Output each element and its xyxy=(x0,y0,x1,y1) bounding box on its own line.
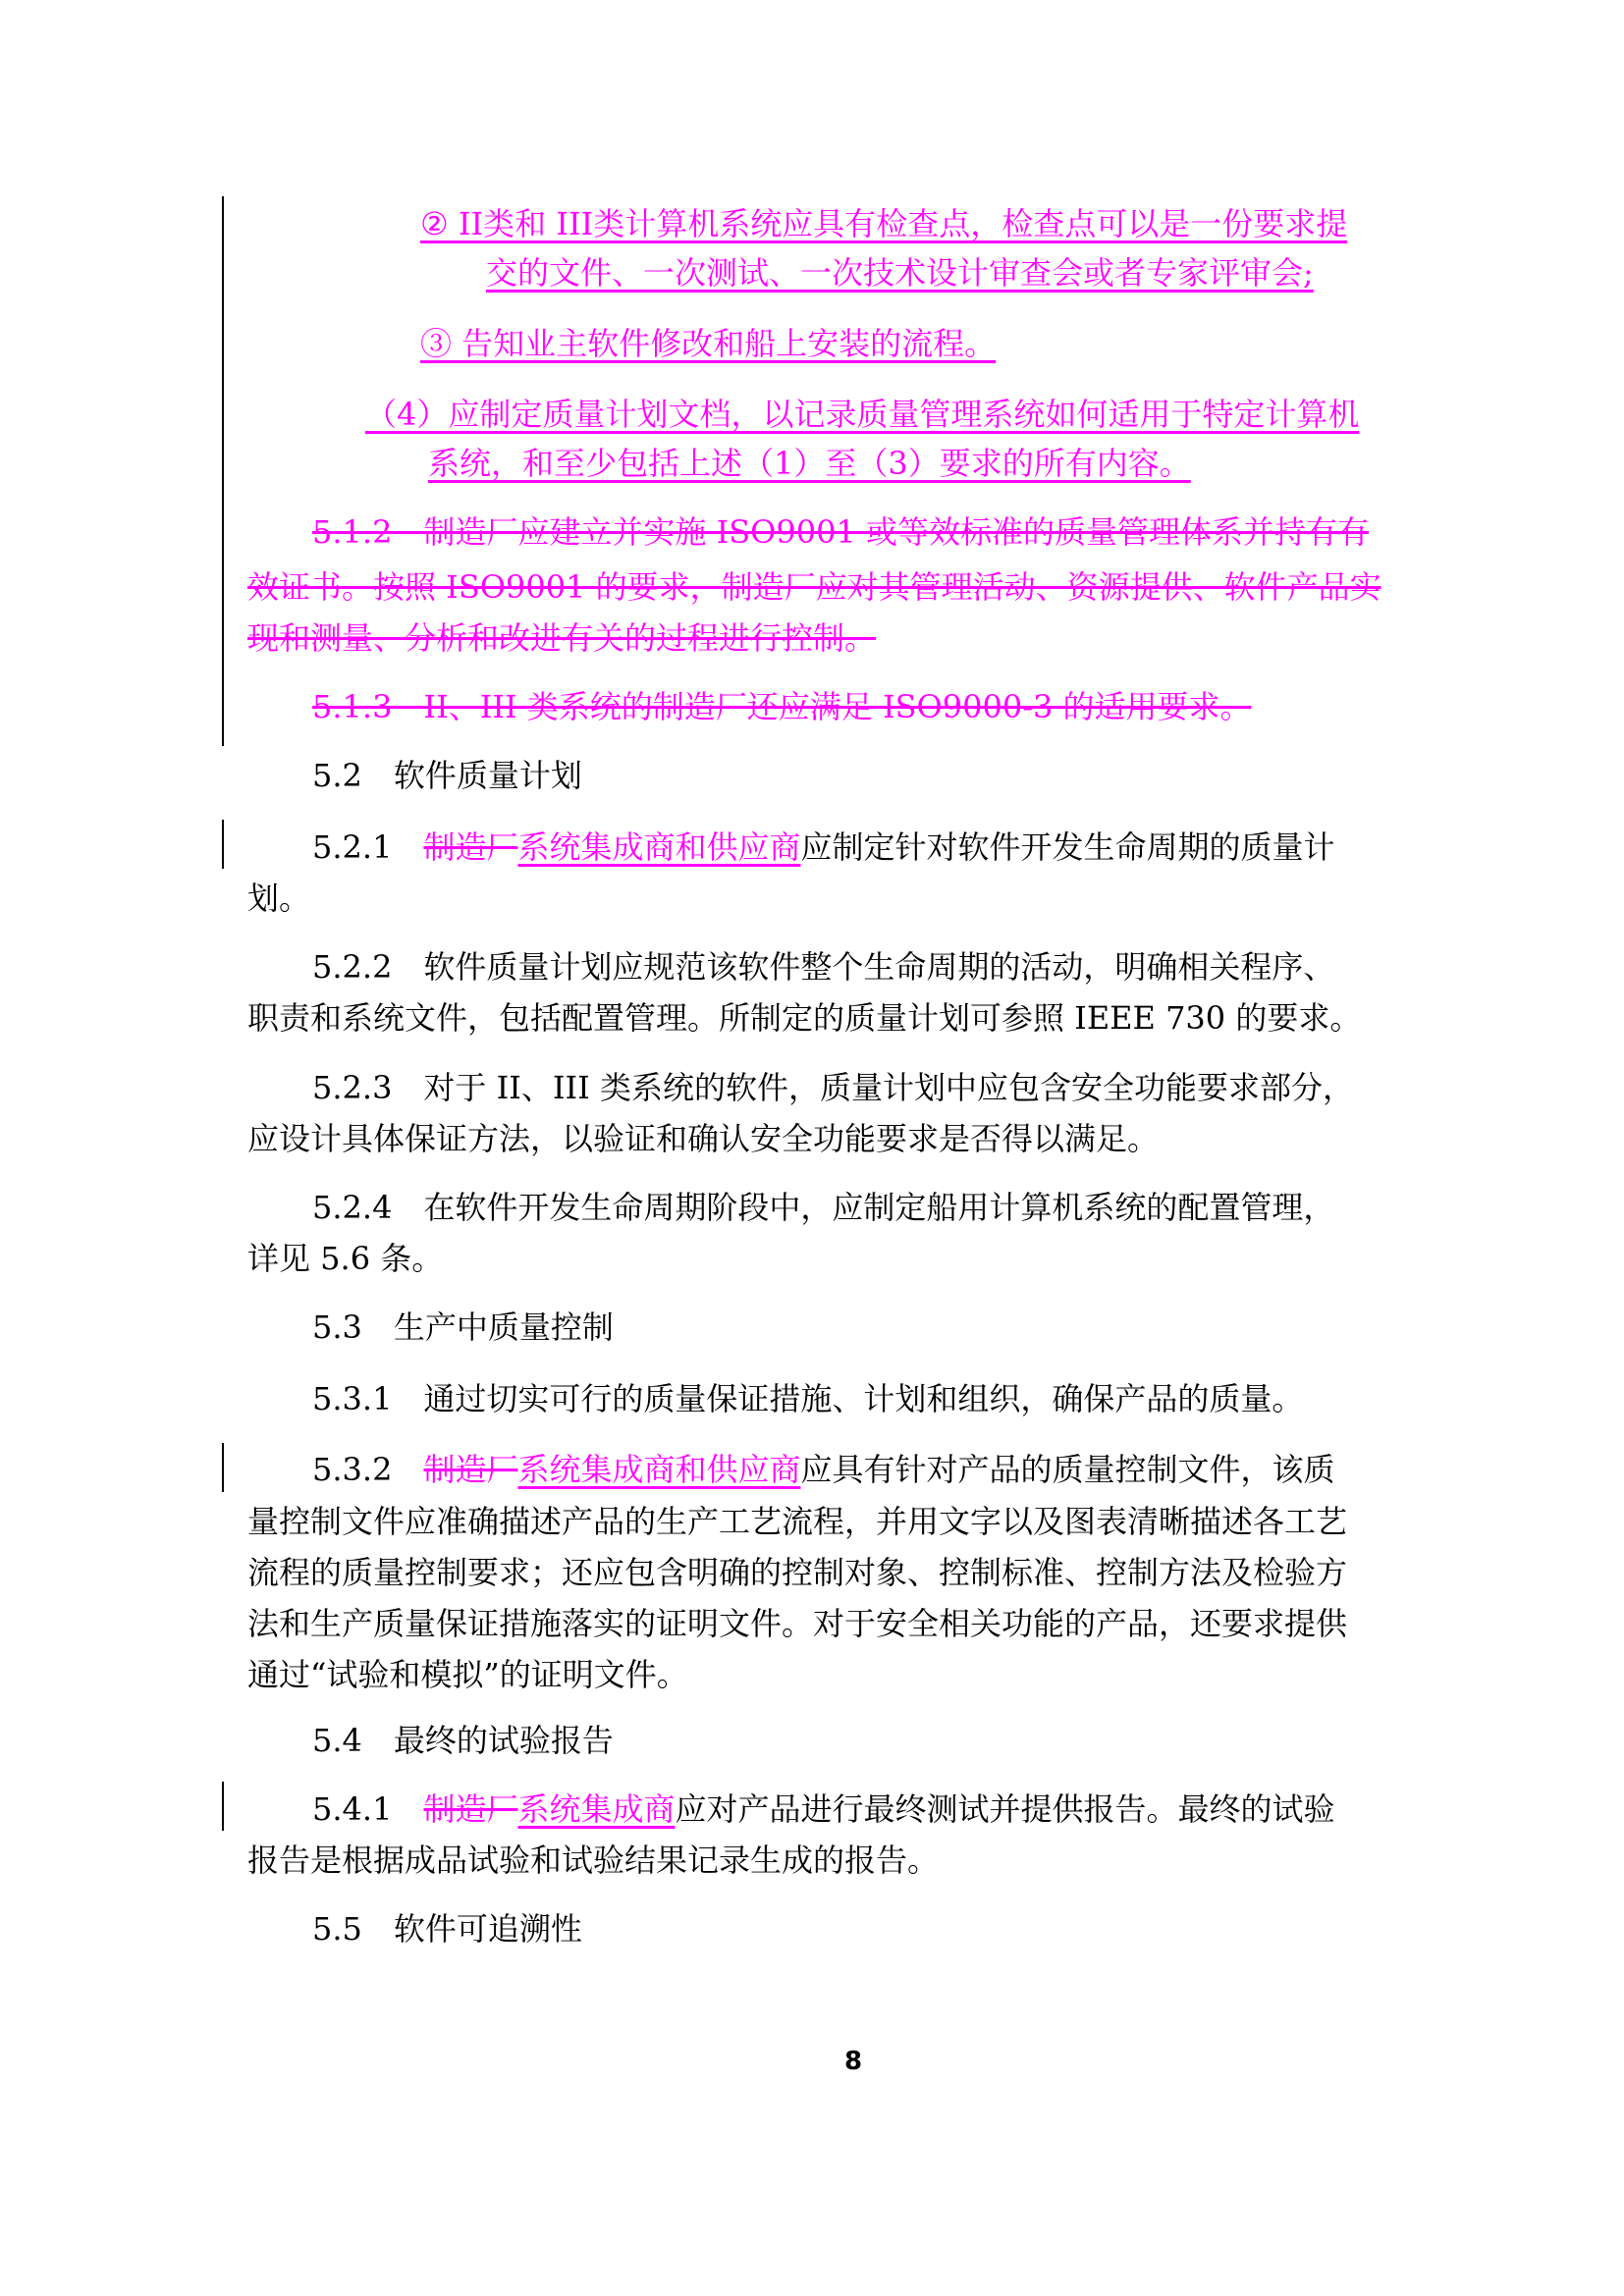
clause-number: 5.4.1 xyxy=(312,1790,424,1828)
change-bar xyxy=(222,1443,224,1492)
list-item-2-line-2: 交的文件、一次测试、一次技术设计审查会或者专家评审会; xyxy=(486,254,1314,292)
section-heading-5-5: 5.5 软件可追溯性 xyxy=(312,1910,582,1948)
section-heading-5-4: 5.4 最终的试验报告 xyxy=(312,1722,614,1759)
clause-5-4-1-line-1 xyxy=(312,1789,1334,1829)
clause-5-2-4-line-2: 详见 5.6 条。 xyxy=(247,1240,444,1277)
clause-5-1-2-line-2: 效证书。按照 ISO9001 的要求，制造厂应对其管理活动、资源提供、软件产品实 xyxy=(247,568,1381,606)
inserted-text: 系统集成商 xyxy=(517,1790,676,1828)
clause-5-2-2-line-2: 职责和系统文件，包括配置管理。所制定的质量计划可参照 IEEE 730 的要求。 xyxy=(247,999,1362,1037)
inserted-text: 系统集成商和供应商 xyxy=(517,828,801,866)
clause-5-2-3-line-1: 5.2.3 对于 II、III 类系统的软件，质量计划中应包含安全功能要求部分， xyxy=(312,1069,1354,1106)
page-number: 8 xyxy=(844,2047,863,2076)
clause-number: 5.3.2 xyxy=(312,1451,424,1488)
section-heading-5-2: 5.2 软件质量计划 xyxy=(312,757,582,794)
clause-5-2-3-line-2: 应设计具体保证方法，以验证和确认安全功能要求是否得以满足。 xyxy=(247,1120,1160,1157)
clause-5-3-2-line-5: 通过“试验和模拟”的证明文件。 xyxy=(247,1656,688,1693)
clause-5-3-2-line-1 xyxy=(312,1450,1334,1489)
change-bar xyxy=(222,1782,224,1831)
clause-5-2-1-line-2: 划。 xyxy=(247,880,311,917)
clause-text: 应制定针对软件开发生命周期的质量计 xyxy=(800,828,1335,866)
section-heading-5-3: 5.3 生产中质量控制 xyxy=(312,1308,614,1346)
deleted-text: 制造厂 xyxy=(423,1790,518,1828)
clause-5-2-2-line-1: 5.2.2 软件质量计划应规范该软件整个生命周期的活动，明确相关程序、 xyxy=(312,948,1335,986)
clause-5-2-1-line-1 xyxy=(312,828,1334,867)
deleted-text: 制造厂 xyxy=(423,828,518,866)
clause-5-1-3: 5.1.3 II、III 类系统的制造厂还应满足 ISO9000-3 的适用要求。 xyxy=(312,688,1252,725)
clause-5-3-2-line-2: 量控制文件应准确描述产品的生产工艺流程，并用文字以及图表清晰描述各工艺 xyxy=(247,1503,1348,1540)
clause-number: 5.2.1 xyxy=(312,828,424,866)
item-4-line-1: （4）应制定质量计划文档，以记录质量管理系统如何适用于特定计算机 xyxy=(365,396,1360,433)
change-bar xyxy=(222,196,224,746)
clause-5-1-2-line-1: 5.1.2 制造厂应建立并实施 ISO9001 或等效标准的质量管理体系并持有有 xyxy=(312,513,1370,551)
inserted-text: 系统集成商和供应商 xyxy=(517,1451,801,1488)
clause-text: 应对产品进行最终测试并提供报告。最终的试验 xyxy=(675,1790,1335,1828)
clause-text: 应具有针对产品的质量控制文件，该质 xyxy=(800,1451,1335,1488)
clause-5-3-2-line-3: 流程的质量控制要求；还应包含明确的控制对象、控制标准、控制方法及检验方 xyxy=(247,1554,1348,1591)
list-item-2-line-1: ② II类和 III类计算机系统应具有检查点，检查点可以是一份要求提 xyxy=(420,205,1348,242)
clause-5-1-2-line-3: 现和测量、分析和改进有关的过程进行控制。 xyxy=(247,619,877,657)
list-item-3: ③ 告知业主软件修改和船上安装的流程。 xyxy=(420,325,997,362)
change-bar xyxy=(222,820,224,869)
item-4-line-2: 系统，和至少包括上述（1）至（3）要求的所有内容。 xyxy=(428,445,1191,482)
clause-5-3-1: 5.3.1 通过切实可行的质量保证措施、计划和组织，确保产品的质量。 xyxy=(312,1380,1304,1417)
clause-5-3-2-line-4: 法和生产质量保证措施落实的证明文件。对于安全相关功能的产品，还要求提供 xyxy=(247,1605,1348,1642)
clause-5-4-1-line-2: 报告是根据成品试验和试验结果记录生成的报告。 xyxy=(247,1842,940,1879)
clause-5-2-4-line-1: 5.2.4 在软件开发生命周期阶段中，应制定船用计算机系统的配置管理， xyxy=(312,1189,1335,1226)
deleted-text: 制造厂 xyxy=(423,1451,518,1488)
